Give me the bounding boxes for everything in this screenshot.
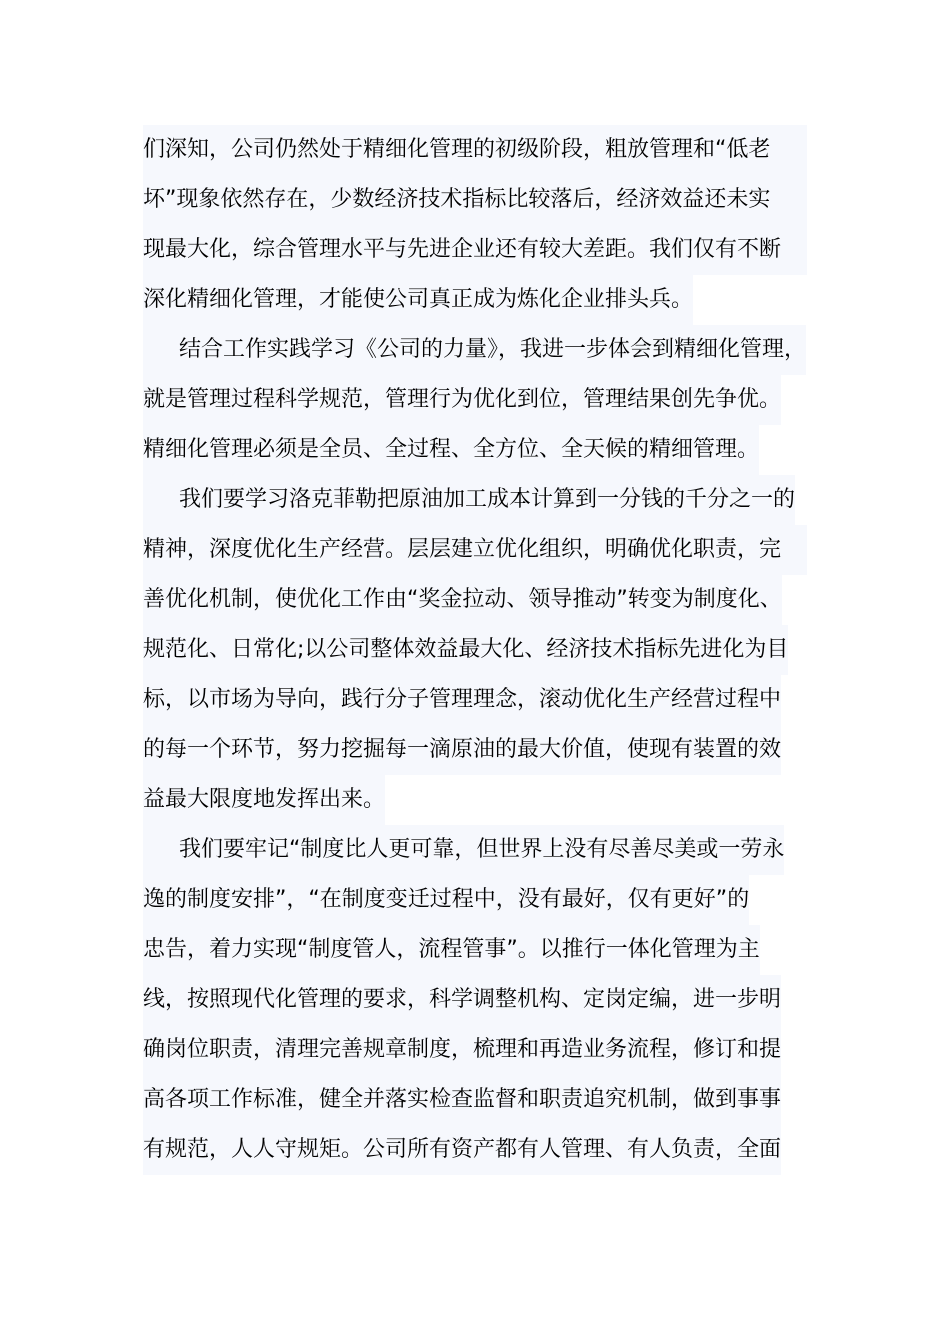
body-text xyxy=(143,125,807,1175)
text-line: 现最大化，综合管理水平与先进企业还有较大差距。我们仅有不断 xyxy=(143,225,807,275)
text-line: 规范化、日常化;以公司整体效益最大化、经济技术指标先进化为目 xyxy=(143,625,807,675)
text-line: 线，按照现代化管理的要求，科学调整机构、定岗定编，进一步明 xyxy=(143,975,807,1025)
text-line: 的每一个环节，努力挖掘每一滴原油的最大价值，使现有装置的效 xyxy=(143,725,807,775)
text-line: 善优化机制，使优化工作由“奖金拉动、领导推动”转变为制度化、 xyxy=(143,575,807,625)
paragraph-start-line: 我们要学习洛克菲勒把原油加工成本计算到一分钱的千分之一的 xyxy=(143,475,807,525)
text-line: 深化精细化管理，才能使公司真正成为炼化企业排头兵。 xyxy=(143,275,807,325)
paragraph-start-line: 我们要牢记“制度比人更可靠，但世界上没有尽善尽美或一劳永 xyxy=(143,825,807,875)
text-line: 忠告，着力实现“制度管人，流程管事”。以推行一体化管理为主 xyxy=(143,925,807,975)
text-line: 精细化管理必须是全员、全过程、全方位、全天候的精细管理。 xyxy=(143,425,807,475)
text-line: 标，以市场为导向，践行分子管理理念，滚动优化生产经营过程中 xyxy=(143,675,807,725)
text-line: 益最大限度地发挥出来。 xyxy=(143,775,807,825)
text-line: 确岗位职责，清理完善规章制度，梳理和再造业务流程，修订和提 xyxy=(143,1025,807,1075)
text-line: 精神，深度优化生产经营。层层建立优化组织，明确优化职责，完 xyxy=(143,525,807,575)
text-line: 高各项工作标准，健全并落实检查监督和职责追究机制，做到事事 xyxy=(143,1075,807,1125)
text-line: 逸的制度安排”，“在制度变迁过程中，没有最好，仅有更好”的 xyxy=(143,875,807,925)
text-line: 就是管理过程科学规范，管理行为优化到位，管理结果创先争优。 xyxy=(143,375,807,425)
text-line: 有规范，人人守规矩。公司所有资产都有人管理、有人负责，全面 xyxy=(143,1125,807,1175)
text-line: 们深知，公司仍然处于精细化管理的初级阶段，粗放管理和“低老 xyxy=(143,125,807,175)
paragraph-start-line: 结合工作实践学习《公司的力量》，我进一步体会到精细化管理， xyxy=(143,325,807,375)
text-line: 坏”现象依然存在，少数经济技术指标比较落后，经济效益还未实 xyxy=(143,175,807,225)
